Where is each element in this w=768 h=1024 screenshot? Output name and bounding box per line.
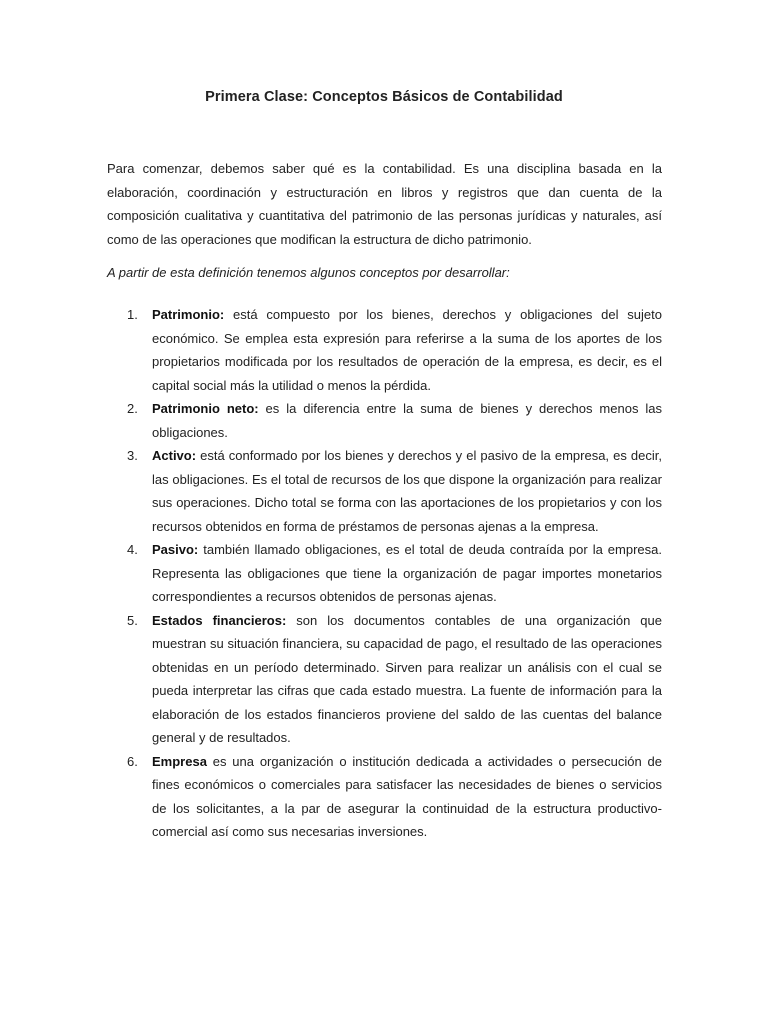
list-number: 3.	[127, 448, 138, 463]
list-number: 2.	[127, 401, 138, 416]
list-number: 5.	[127, 612, 138, 628]
list-number: 6.	[127, 753, 138, 769]
intro-paragraph: Para comenzar, debemos saber qué es la contabilidad. Es una disciplina basada en la elaboración, coordinación y estructuración en libros y registros que dan cuenta de la composición cualitativa y cuantitativa del patrimonio de las personas jurídicas y naturales, así como de las operaciones que modifican la estructura de dicho patrimonio.	[107, 161, 662, 247]
concepts-list	[107, 303, 662, 844]
concept-item-activo	[107, 444, 662, 538]
concept-definition: está compuesto por los bienes, derechos y obligaciones del sujeto económico. Se emplea esta expresión para referirse a la suma de los aportes de los propietarios modificada por los resultados de operación de la empresa, es decir, es el capital social más la utilidad o menos la pérdida.	[152, 307, 662, 393]
concept-term: Patrimonio neto:	[152, 401, 259, 416]
concept-definition: es una organización o institución dedicada a actividades o persecución de fines económicos o comerciales para satisfacer las necesidades de bienes o servicios de los solicitantes, a la par de asegurar la continuidad de la estructura productivo-comercial así como sus necesarias inversiones.	[152, 753, 662, 839]
concept-item-estados-financieros	[107, 609, 662, 750]
intro-italic-sentence: A partir de esta definición tenemos algunos conceptos por desarrollar:	[107, 265, 510, 280]
list-number: 4.	[127, 542, 138, 557]
list-number: 1.	[127, 307, 138, 322]
concept-item-empresa	[107, 750, 662, 844]
concept-item-patrimonio	[107, 303, 662, 397]
concept-item-pasivo	[107, 538, 662, 609]
concept-term: Patrimonio:	[152, 307, 225, 322]
document-title: Primera Clase: Conceptos Básicos de Contabilidad	[205, 89, 563, 105]
concept-term: Estados financieros:	[152, 612, 287, 628]
concept-definition: es la diferencia entre la suma de bienes y derechos menos las obligaciones.	[152, 401, 662, 440]
concept-definition: también llamado obligaciones, es el total de deuda contraída por la empresa. Representa las obligaciones que tiene la organización de pagar importes monetarios correspondientes a recursos obtenidos de personas ajenas.	[152, 542, 662, 604]
concept-term: Pasivo:	[152, 542, 199, 557]
concept-item-patrimonio-neto	[107, 397, 662, 444]
concept-definition: está conformado por los bienes y derechos y el pasivo de la empresa, es decir, las obligaciones. Es el total de recursos de los que dispone la organización para realizar sus operaciones. Dicho total se forma con las aportaciones de los propietarios y con los recursos obtenidos en forma de préstamos de personas ajenas a la empresa.	[152, 448, 662, 534]
concept-term: Empresa	[152, 753, 207, 769]
concept-definition: son los documentos contables de una organización que muestran su situación financiera, su capacidad de pago, el resultado de las operaciones obtenidas en un período determinado. Sirven para realizar un análisis con el cual se pueda interpretar las cifras que cada estado muestra. La fuente de información para la elaboración de los estados financieros proviene del saldo de las cuentas del balance general y de resultados.	[152, 612, 663, 745]
concept-term: Activo:	[152, 448, 197, 463]
